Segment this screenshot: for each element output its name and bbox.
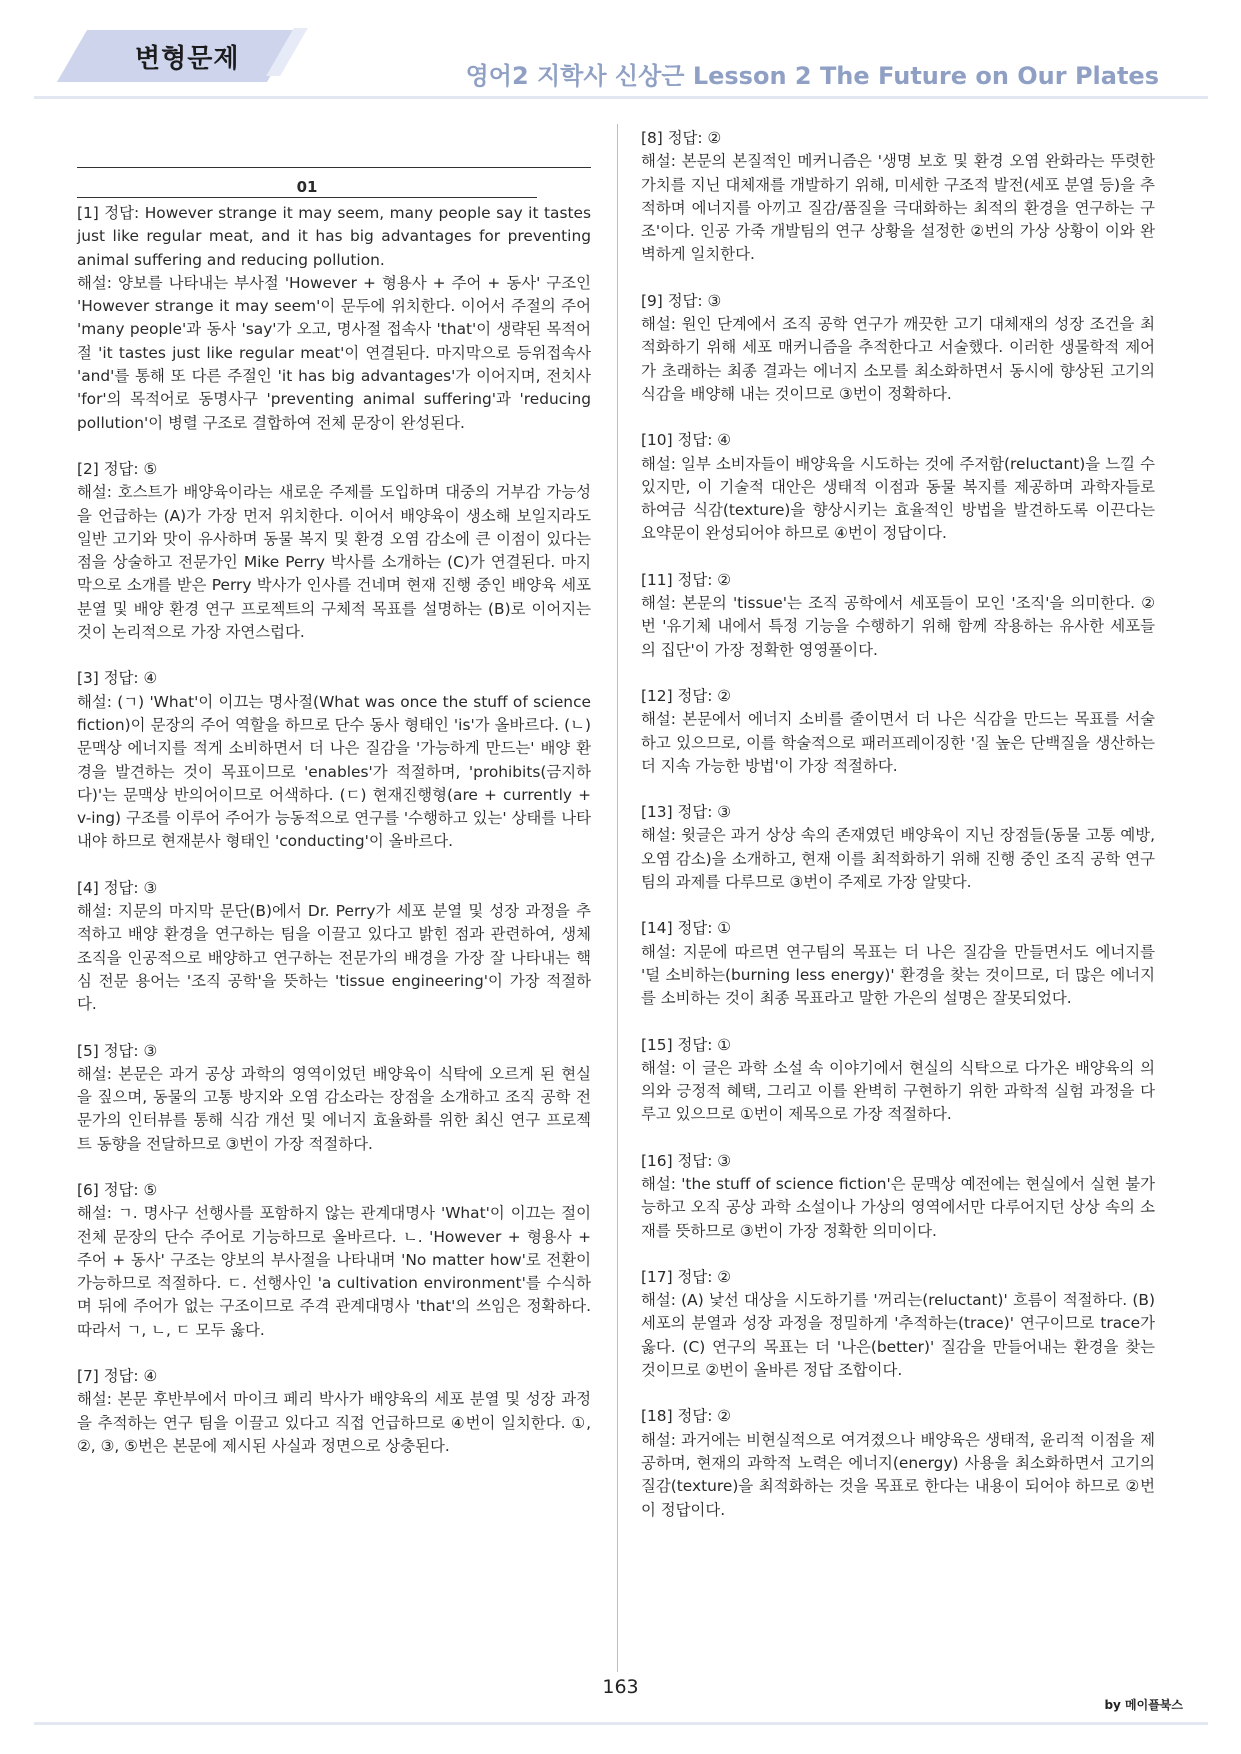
answer-key: [16] 정답: ③ — [641, 1151, 732, 1170]
answer-key: [1] 정답: However strange it may seem, many people say it tastes just like regular meat, and it has big advantages for preventing animal suffering and reducing pollution. — [77, 204, 591, 269]
answer-key: [15] 정답: ① — [641, 1035, 732, 1054]
answer-item-2 — [77, 458, 591, 644]
answer-key: [5] 정답: ③ — [77, 1041, 158, 1060]
answer-explanation: 해설: 양보를 나타내는 부사절 'However + 형용사 + 주어 + 동사' 구조인 'However strange it may seem'이 문두에 위치한다. 이어서 주절의 주어 'many people'과 동사 'say'가 오고, 명사절 접속사 'that'이 생략된 목적어절 'it tastes just like regular meat'이 연결된다. 마지막으로 등위접속사 'and'를 통해 또 다른 주절인 'it has big advantages'가 이어지며, 전치사 'for'의 목적어로 동명사구 'preventing animal suffering'과 'reducing pollution'이 병렬 구조로 결합하여 전체 문장이 완성된다. — [77, 273, 591, 432]
left-column — [77, 132, 591, 1481]
answer-explanation: 해설: 지문의 마지막 문단(B)에서 Dr. Perry가 세포 분열 및 성장 과정을 추적하고 배양 환경을 연구하는 팀을 이끌고 있다고 밝힌 점과 관련하여, 생체 조직을 인공적으로 배양하고 연구하는 전문가의 배경을 가장 잘 나타내는 핵심 전문 용어는 '조직 공학'을 뜻하는 'tissue engineering'이 가장 적절하다. — [77, 902, 591, 1014]
answer-key: [11] 정답: ② — [641, 570, 732, 589]
answer-key: [13] 정답: ③ — [641, 803, 732, 822]
answer-item-10 — [641, 429, 1155, 545]
answer-item-3 — [77, 667, 591, 853]
section-tag: 변형문제 — [135, 44, 240, 74]
answer-key: [4] 정답: ③ — [77, 878, 158, 897]
answer-key: [17] 정답: ② — [641, 1267, 732, 1286]
answer-item-15 — [641, 1034, 1155, 1127]
answer-explanation: 해설: 과거에는 비현실적으로 여겨졌으나 배양육은 생태적, 윤리적 이점을 제공하며, 현재의 과학적 노력은 에너지(energy) 사용을 최소화하면서 고기의 질감(texture)을 최적화하는 것을 목표로 한다는 내용이 되어야 하므로 ②번이 정답이다. — [641, 1430, 1155, 1519]
right-column — [641, 127, 1155, 1545]
answer-item-8 — [641, 127, 1155, 267]
answer-item-9 — [641, 290, 1155, 406]
answer-key: [9] 정답: ③ — [641, 291, 722, 310]
answer-explanation: 해설: 일부 소비자들이 배양육을 시도하는 것에 주저함(reluctant)을 느낄 수 있지만, 이 기술적 대안은 생태적 이점과 동물 복지를 제공하며 과학자들로 하여금 식감(texture)을 향상시키는 효율적인 방법을 발견하도록 이끈다는 요약문이 완성되어야 하므로 ④번이 정답이다. — [641, 454, 1155, 543]
question-number: 01 — [296, 178, 318, 196]
answer-key: [6] 정답: ⑤ — [77, 1180, 158, 1199]
answer-explanation: 해설: 본문 후반부에서 마이크 페리 박사가 배양육의 세포 분열 및 성장 과정을 추적하는 연구 팀을 이끌고 있다고 직접 언급하므로 ④번이 일치한다. ①, ②, ③, ⑤번은 본문에 제시된 사실과 정면으로 상충된다. — [77, 1390, 591, 1455]
answer-key: [7] 정답: ④ — [77, 1367, 158, 1386]
answer-item-16 — [641, 1150, 1155, 1243]
answer-explanation: 해설: 이 글은 과학 소설 속 이야기에서 현실의 식탁으로 다가온 배양육의 의의와 긍정적 혜택, 그리고 이를 완벽히 구현하기 위한 과학적 실험 과정을 다루고 있으므로 ①번이 제목으로 가장 적절하다. — [641, 1058, 1155, 1124]
column-divider — [617, 124, 618, 1672]
footer-divider — [34, 1722, 1208, 1725]
answer-explanation: 해설: (ㄱ) 'What'이 이끄는 명사절(What was once the stuff of science fiction)이 문장의 주어 역할을 하므로 단수 동사 형태인 'is'가 올바르다. (ㄴ) 문맥상 에너지를 적게 소비하면서 더 나은 질감을 '가능하게 만드는' 배양 환경을 발견하는 것이 목표이므로 'enables'가 적절하며, 'prohibits(금지하다)'는 문맥상 반의어이므로 어색하다. (ㄷ) 현재진행형(are + currently + v-ing) 구조를 이루어 주어가 능동적으로 연구를 '수행하고 있는' 상태를 나타내야 하므로 현재분사 형태인 'conducting'이 올바르다. — [77, 692, 591, 851]
answer-explanation: 해설: 본문의 'tissue'는 조직 공학에서 세포들이 모인 '조직'을 의미한다. ②번 '유기체 내에서 특정 기능을 수행하기 위해 함께 작용하는 유사한 세포들의 집단'이 가장 정확한 영영풀이다. — [641, 594, 1155, 659]
answer-explanation: 해설: 원인 단계에서 조직 공학 연구가 깨끗한 고기 대체재의 성장 조건을 최적화하기 위해 세포 매커니즘을 추적한다고 서술했다. 이러한 생물학적 제어가 초래하는 최종 결과는 에너지 소모를 최소화하면서 동시에 향상된 고기의 식감을 배양해 내는 것이므로 ③번이 정확하다. — [641, 315, 1155, 403]
answer-item-13 — [641, 801, 1155, 894]
answer-item-1 — [77, 202, 591, 435]
publisher-credit: by 메이플북스 — [1104, 1698, 1183, 1712]
answer-explanation: 해설: ㄱ. 명사구 선행사를 포함하지 않는 관계대명사 'What'이 이끄는 절이 전체 문장의 단수 주어로 기능하므로 올바르다. ㄴ. 'However + 형용사 + 주어 + 동사' 구조는 양보의 부사절을 나타내며 'No matter how'로 전환이 가능하므로 적절하다. ㄷ. 선행사인 'a cultivation environment'를 수식하며 뒤에 주어가 없는 구조이므로 주격 관계대명사 'that'의 쓰임은 정확하다. 따라서 ㄱ, ㄴ, ㄷ 모두 옳다. — [77, 1204, 591, 1339]
answer-item-6 — [77, 1179, 591, 1342]
answer-item-4 — [77, 877, 591, 1017]
answer-key: [12] 정답: ② — [641, 686, 732, 705]
answer-key: [14] 정답: ① — [641, 919, 732, 938]
heading-rule-top — [77, 167, 591, 168]
answer-item-18 — [641, 1405, 1155, 1521]
answer-explanation: 해설: 본문은 과거 공상 과학의 영역이었던 배양육이 식탁에 오르게 된 현실을 짚으며, 동물의 고통 방지와 오염 감소라는 장점을 소개하고 조직 공학 전문가의 인터뷰를 통해 식감 개선 및 에너지 효율화를 위한 최신 연구 프로젝트 동향을 전달하므로 ③번이 가장 적절하다. — [77, 1064, 591, 1153]
header-divider — [34, 96, 1208, 99]
heading-rule-bottom — [77, 197, 537, 198]
answer-key: [10] 정답: ④ — [641, 431, 732, 450]
answer-item-12 — [641, 685, 1155, 778]
answer-explanation: 해설: (A) 낯선 대상을 시도하기를 '꺼리는(reluctant)' 흐름이 적절하다. (B) 세포의 분열과 성장 과정을 정밀하게 '추적하는(trace)' 연구이므로 trace가 옳다. (C) 연구의 목표는 더 '나은(better)' 질감을 만들어내는 환경을 찾는 것이므로 ②번이 올바른 정답 조합이다. — [641, 1291, 1155, 1380]
answer-key: [2] 정답: ⑤ — [77, 459, 158, 478]
answer-item-7 — [77, 1365, 591, 1458]
answer-explanation: 해설: 윗글은 과거 상상 속의 존재였던 배양육이 지닌 장점들(동물 고통 예방, 오염 감소)을 소개하고, 현재 이를 최적화하기 위해 진행 중인 조직 공학 연구팀의 과제를 다루므로 ③번이 주제로 가장 알맞다. — [641, 826, 1155, 892]
page-number: 163 — [602, 1676, 639, 1698]
answer-explanation: 해설: 본문의 본질적인 메커니즘은 '생명 보호 및 환경 오염 완화라는 뚜렷한 가치를 지닌 대체재를 개발하기 위해, 미세한 구조적 발전(세포 분열 등)을 추적하며 에너지를 아끼고 질감/품질을 극대화하는 최적의 환경을 연구하는 구조'이다. 인공 가죽 개발팀의 연구 상황을 설정한 ②번의 가상 상황이 이와 완벽하게 일치한다. — [641, 152, 1155, 264]
question-heading — [77, 132, 591, 202]
page-header — [0, 0, 1241, 100]
answer-key: [3] 정답: ④ — [77, 669, 158, 688]
answer-key: [8] 정답: ② — [641, 129, 722, 147]
answer-explanation: 해설: 본문에서 에너지 소비를 줄이면서 더 나은 식감을 만드는 목표를 서술하고 있으므로, 이를 학술적으로 패러프레이징한 '질 높은 단백질을 생산하는 더 지속 가능한 방법'이 가장 적절하다. — [641, 710, 1155, 775]
header-title: 영어2 지학사 신상근 Lesson 2 The Future on Our Plates — [465, 62, 1159, 90]
answer-item-14 — [641, 917, 1155, 1010]
answer-key: [18] 정답: ② — [641, 1407, 732, 1426]
answer-item-17 — [641, 1266, 1155, 1382]
answer-explanation: 해설: 지문에 따르면 연구팀의 목표는 더 나은 질감을 만들면서도 에너지를 '덜 소비하는(burning less energy)' 환경을 찾는 것이므로, 더 많은 에너지를 소비하는 것이 최종 목표라고 말한 가은의 설명은 잘못되었다. — [641, 942, 1155, 1008]
answer-explanation: 해설: 호스트가 배양육이라는 새로운 주제를 도입하며 대중의 거부감 가능성을 언급하는 (A)가 가장 먼저 위치한다. 이어서 배양육이 생소해 보일지라도 일반 고기와 맛이 유사하며 동물 복지 및 환경 오염 감소에 큰 이점이 있다는 점을 상술하고 전문가인 Mike Perry 박사를 소개하는 (C)가 연결된다. 마지막으로 소개를 받은 Perry 박사가 인사를 건네며 현재 진행 중인 배양육 세포 분열 및 배양 환경 연구 프로젝트의 구체적 목표를 설명하는 (B)로 이어지는 것이 논리적으로 가장 자연스럽다. — [77, 483, 591, 642]
answer-explanation: 해설: 'the stuff of science fiction'은 문맥상 예전에는 현실에서 실현 불가능하고 오직 공상 과학 소설이나 가상의 영역에서만 다루어지던 상상 속의 소재를 뜻하므로 ③번이 가장 정확한 의미이다. — [641, 1174, 1155, 1240]
answer-item-5 — [77, 1040, 591, 1156]
answer-item-11 — [641, 569, 1155, 662]
